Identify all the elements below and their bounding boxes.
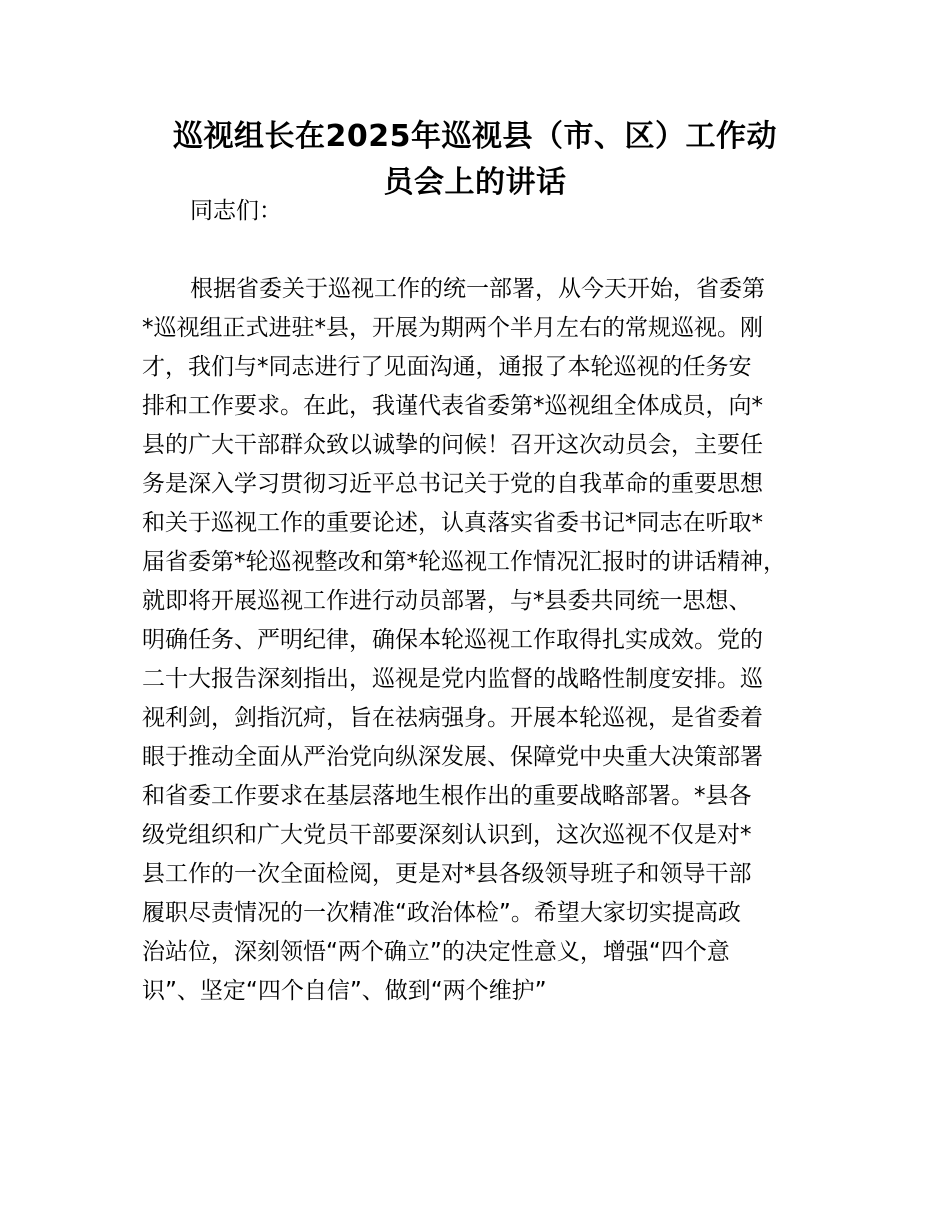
greeting: 同志们：: [190, 198, 282, 224]
body-line: 排和工作要求。在此，我谨代表省委第*巡视组全体成员，向*: [142, 393, 763, 419]
body-line: 和省委工作要求在基层落地生根作出的重要战略部署。*县各: [142, 783, 752, 809]
body-line: 根据省委关于巡视工作的统一部署，从今天开始，省委第: [190, 276, 765, 302]
body-line: 县工作的一次全面检阅，更是对*县各级领导班子和领导干部: [142, 861, 752, 887]
title-line-1: 巡视组长在2025年巡视县（市、区）工作动: [173, 119, 777, 154]
body-line: 才，我们与*同志进行了见面沟通，通报了本轮巡视的任务安: [142, 354, 752, 380]
body-line: 和关于巡视工作的重要论述，认真落实省委书记*同志在听取*: [142, 510, 763, 536]
body-line: 务是深入学习贯彻习近平总书记关于党的自我革命的重要思想: [142, 471, 763, 497]
body-line: 就即将开展巡视工作进行动员部署，与*县委共同统一思想、: [142, 588, 752, 614]
body-line: 视利剑，剑指沉疴，旨在祛病强身。开展本轮巡视，是省委着: [142, 705, 763, 731]
body-line: 眼于推动全面从严治党向纵深发展、保障党中央重大决策部署: [142, 744, 763, 770]
body-line: 二十大报告深刻指出，巡视是党内监督的战略性制度安排。巡: [142, 666, 763, 692]
body-line: 县的广大干部群众致以诚挚的问候！召开这次动员会，主要任: [142, 432, 763, 458]
title-line-2: 员会上的讲话: [383, 165, 567, 200]
body-line: *巡视组正式进驻*县，开展为期两个半月左右的常规巡视。刚: [142, 315, 763, 341]
body-line: 级党组织和广大党员干部要深刻认识到，这次巡视不仅是对*: [142, 822, 752, 848]
document-title: [130, 114, 820, 206]
body-paragraph: [142, 270, 842, 1011]
body-line: 识”、坚定“四个自信”、做到“两个维护”: [142, 978, 547, 1004]
body-line: 治站位，深刻领悟“两个确立”的决定性意义，增强“四个意: [142, 939, 730, 965]
body-line: 履职尽责情况的一次精准“政治体检”。希望大家切实提高政: [142, 900, 741, 926]
body-line: 届省委第*轮巡视整改和第*轮巡视工作情况汇报时的讲话精神，: [142, 549, 786, 575]
body-line: 明确任务、严明纪律，确保本轮巡视工作取得扎实成效。党的: [142, 627, 763, 653]
